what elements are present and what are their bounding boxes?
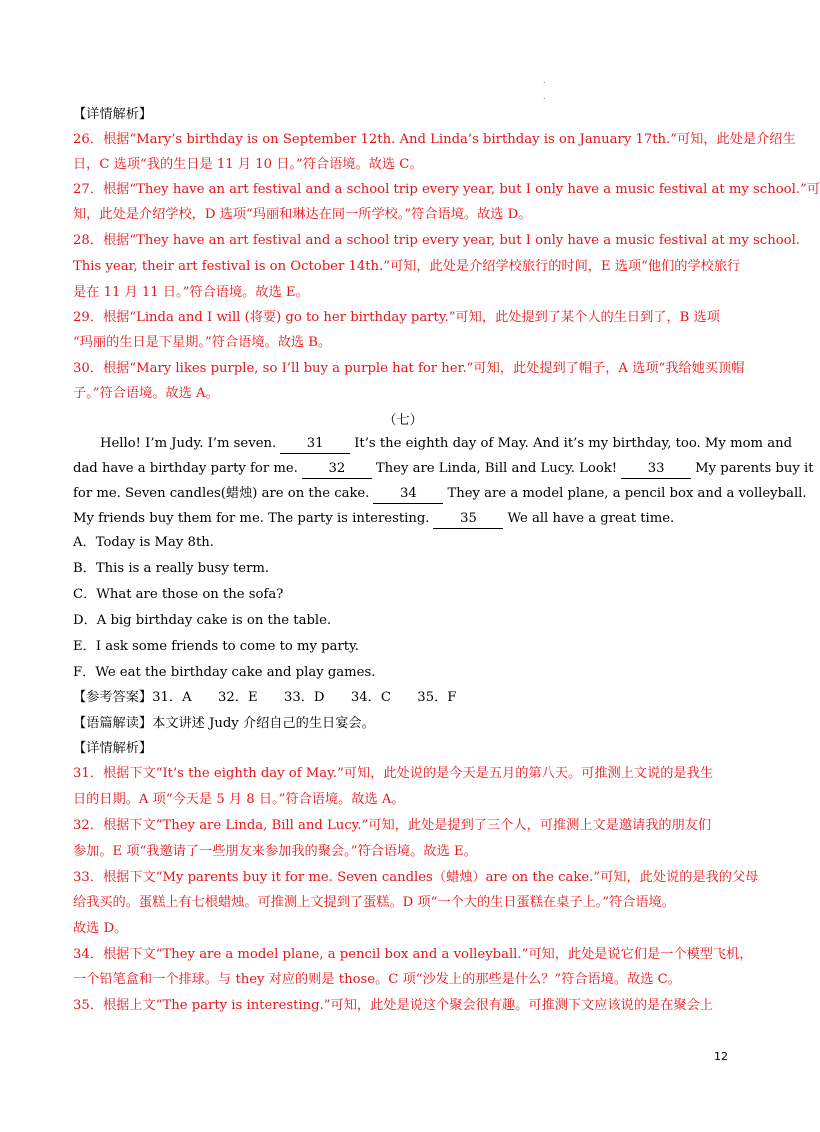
blank-32[interactable]: 32	[302, 460, 372, 479]
passage-text: dad have a birthday party for me.	[73, 461, 298, 476]
passage-text: They are a model plane, a pencil box and a volleyball.	[447, 486, 807, 501]
explanation-line: 35．根据上文“The party is interesting.”可知，此处是说这个聚会很有趣。可推测下文应该说的是在聚会上	[73, 998, 713, 1013]
passage-text: We all have a great time.	[507, 511, 675, 526]
option-a: A．Today is May 8th.	[73, 535, 214, 550]
explanation-line: 31．根据下文“It’s the eighth day of May.”可知，此处说的是今天是五月的第八天。可推测上文说的是我生	[73, 766, 714, 781]
option-d: D．A big birthday cake is on the table.	[73, 613, 332, 628]
explanation-line: This year, their art festival is on October 14th.”可知，此处是介绍学校旅行的时间，E 选项“他们的学校旅行	[73, 259, 741, 274]
explanation-line: 27．根据“They have an art festival and a school trip every year, but I only have a music festival at my school.”可	[73, 182, 820, 197]
option-b: B．This is a really busy term.	[73, 561, 270, 576]
decorative-dot: .	[543, 92, 546, 101]
explanation-line: 一个铅笔盒和一个排球。与 they 对应的则是 those。C 项“沙发上的那些是什么？”符合语境。故选 C。	[73, 972, 681, 987]
explanation-line: 32．根据下文“They are Linda, Bill and Lucy.”可知，此处是提到了三个人，可推测上文是邀请我的朋友们	[73, 818, 712, 833]
explanation-line: 是在 11 月 11 日。”符合语境。故选 E。	[73, 285, 309, 300]
passage-text: My parents buy it	[695, 461, 814, 476]
explanation-line: 33．根据下文“My parents buy it for me. Seven candles（蜡烛）are on the cake.”可知，此处说的是我的父母	[73, 870, 759, 885]
explanation-line: 26．根据“Mary’s birthday is on September 12th. And Linda’s birthday is on January 17th.”可知，此处是介绍生	[73, 132, 796, 147]
explanation-line: 34．根据下文“They are a model plane, a pencil box and a volleyball.”可知，此处是说它们是一个模型飞机，	[73, 947, 753, 962]
passage-text: They are Linda, Bill and Lucy. Look!	[375, 461, 618, 476]
explanation-line: “玛丽的生日是下星期。”符合语境。故选 B。	[73, 335, 332, 350]
answer-key: 【参考答案】31．A 32．E 33．D 34．C 35．F	[73, 690, 457, 705]
passage-line	[73, 481, 807, 507]
explanation-line: 知，此处是介绍学校，D 选项“玛丽和琳达在同一所学校。”符合语境。故选 D。	[73, 207, 532, 222]
explanation-line: 30．根据“Mary likes purple, so I’ll buy a purple hat for her.”可知，此处提到了帽子，A 选项“我给她买顶帽	[73, 361, 745, 376]
explanation-line: 故选 D。	[73, 921, 128, 936]
option-e: E．I ask some friends to come to my party.	[73, 639, 359, 654]
blank-34[interactable]: 34	[373, 485, 443, 504]
blank-35[interactable]: 35	[433, 510, 503, 529]
option-c: C．What are those on the sofa?	[73, 587, 284, 602]
decorative-dot: .	[543, 76, 546, 85]
passage-text: My friends buy them for me. The party is interesting.	[73, 511, 430, 526]
explanation-line: 28．根据“They have an art festival and a school trip every year, but I only have a music festival at my school.	[73, 233, 800, 248]
explanation-line: 日的日期。A 项“今天是 5 月 8 日。”符合语境。故选 A。	[73, 792, 405, 807]
section-heading: 【详情解析】	[73, 741, 153, 756]
explanation-line: 给我买的。蛋糕上有七根蜡烛。可推测上文提到了蛋糕。D 项“一个大的生日蛋糕在桌子上。”符合语境。	[73, 895, 675, 910]
section-title: （七）	[383, 413, 423, 428]
explanation-line: 参加。E 项“我邀请了一些朋友来参加我的聚会。”符合语境。故选 E。	[73, 844, 477, 859]
explanation-line: 子。”符合语境。故选 A。	[73, 386, 219, 401]
passage-line	[100, 431, 793, 457]
passage-text: for me. Seven candles(蜡烛) are on the cake.	[73, 486, 370, 501]
page-number: 12	[714, 1050, 728, 1063]
blank-33[interactable]: 33	[621, 460, 691, 479]
blank-31[interactable]: 31	[280, 435, 350, 454]
section-heading: 【详情解析】	[73, 107, 153, 122]
option-f: F．We eat the birthday cake and play games.	[73, 665, 376, 680]
passage-text: Hello! I’m Judy. I’m seven.	[100, 436, 277, 451]
explanation-line: 29．根据“Linda and I will (将要) go to her birthday party.”可知，此处提到了某个人的生日到了，B 选项	[73, 310, 720, 325]
passage-line	[73, 506, 733, 532]
passage-summary: 【语篇解读】本文讲述 Judy 介绍自己的生日宴会。	[73, 716, 375, 731]
explanation-line: 日，C 选项“我的生日是 11 月 10 日。”符合语境。故选 C。	[73, 157, 423, 172]
passage-line	[73, 456, 814, 482]
passage-text: It’s the eighth day of May. And it’s my birthday, too. My mom and	[354, 436, 793, 451]
